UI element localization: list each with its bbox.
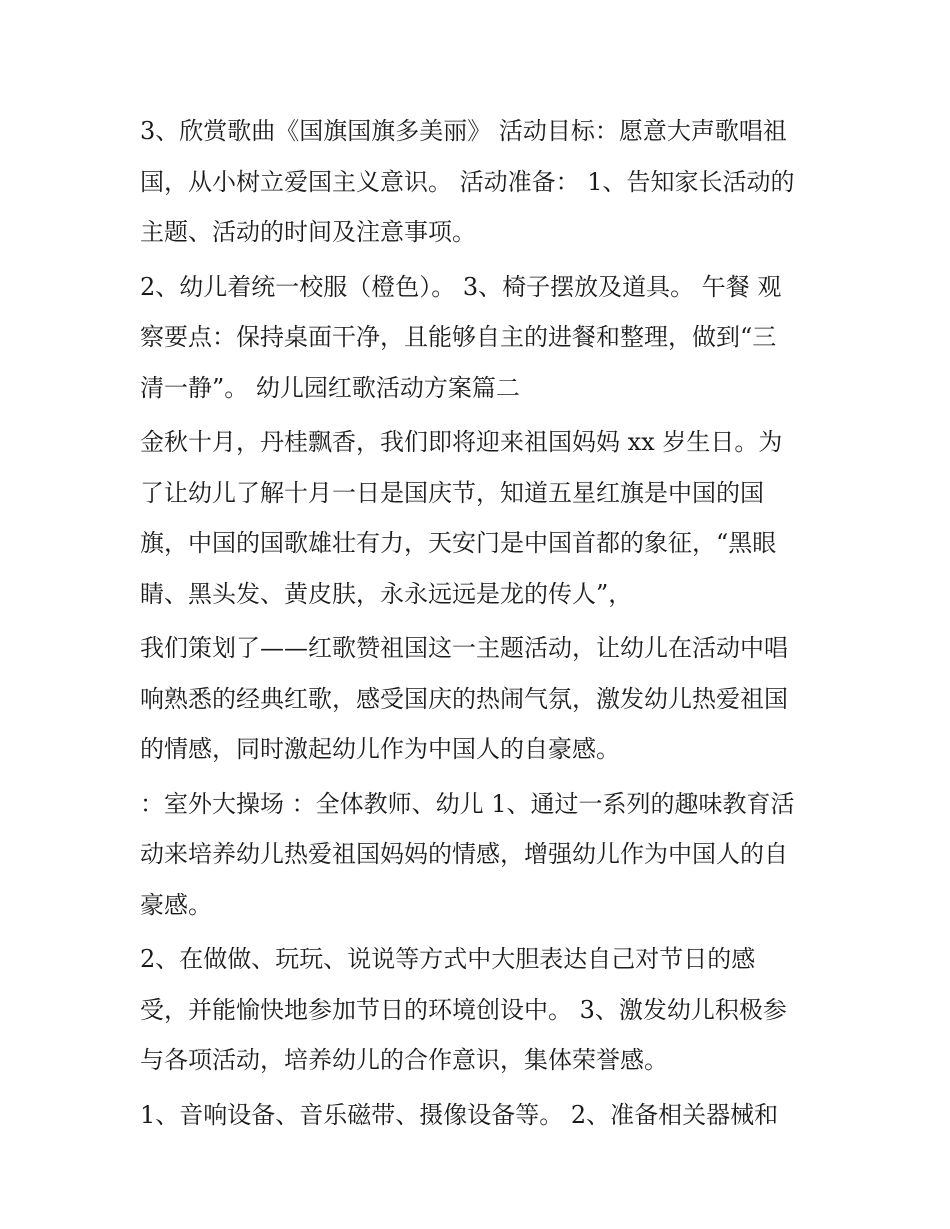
text-line: 豪感。 — [140, 890, 212, 919]
paragraph-6 — [140, 934, 820, 1086]
text-line: 2、在做做、玩玩、说说等方式中大胆表达自己对节日的感 — [140, 945, 756, 973]
text-line: 1、音响设备、音乐磁带、摄像设备等。 2、准备相关器械和 — [140, 1100, 779, 1129]
paragraph-5 — [140, 779, 820, 931]
text-line: 与各项活动，培养幼儿的合作意识，集体荣誉感。 — [140, 1046, 668, 1074]
text-line: 受，并能愉快地参加节日的环境创设中。 3、激发幼儿积极参 — [140, 995, 787, 1024]
text-line: 国，从小树立爱国主义意识。 活动准备： 1、告知家长活动的 — [140, 167, 795, 196]
paragraph-2 — [140, 262, 820, 414]
text-line: 睛、黑头发、黄皮肤，永永远远是龙的传人”， — [140, 579, 633, 608]
text-line: 察要点：保持桌面干净，且能够自主的进餐和整理，做到“三 — [140, 323, 777, 351]
text-line: 金秋十月，丹桂飘香，我们即将迎来祖国妈妈 xx 岁生日。为 — [140, 428, 783, 456]
text-line: 了让幼儿了解十月一日是国庆节，知道五星红旗是中国的国 — [140, 478, 764, 507]
text-line: 响熟悉的经典红歌，感受国庆的热闹气氛，激发幼儿热爱祖国 — [140, 684, 788, 713]
text-line: 我们策划了——红歌赞祖国这一主题活动，让幼儿在活动中唱 — [140, 634, 788, 662]
paragraph-4 — [140, 623, 820, 775]
text-line: 旗，中国的国歌雄壮有力，天安门是中国首都的象征，“黑眼 — [140, 529, 777, 557]
paragraph-7 — [140, 1090, 820, 1141]
text-line: 动来培养幼儿热爱祖国妈妈的情感，增强幼儿作为中国人的自 — [140, 840, 788, 868]
text-line: 主题、活动的时间及注意事项。 — [140, 218, 476, 246]
document-body — [140, 106, 820, 1144]
text-line: 2、幼儿着统一校服（橙色）。 3、椅子摆放及道具。 午餐 观 — [140, 272, 782, 301]
text-line: 清一静”。 幼儿园红歌活动方案篇二 — [140, 373, 520, 402]
paragraph-1 — [140, 106, 820, 258]
text-line: 的情感，同时激起幼儿作为中国人的自豪感。 — [140, 735, 620, 763]
text-line: 3、欣赏歌曲《国旗国旗多美丽》 活动目标：愿意大声歌唱祖 — [140, 117, 787, 145]
text-line: ：室外大操场 ：全体教师、幼儿 1、通过一系列的趣味教育活 — [140, 789, 795, 818]
paragraph-3 — [140, 417, 820, 619]
